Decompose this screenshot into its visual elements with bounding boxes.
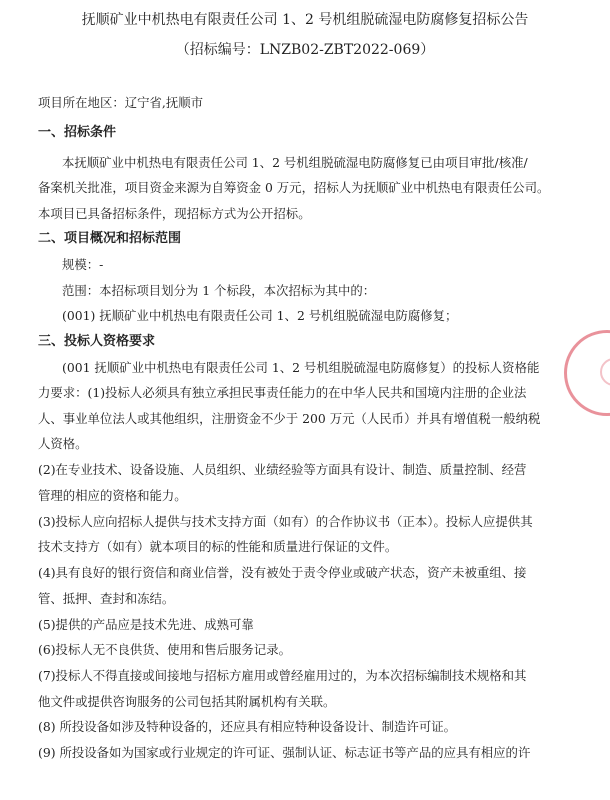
qualification-line: (001 抚顺矿业中机热电有限责任公司 1、2 号机组脱硫湿电防腐修复）的投标人资格能: [62, 360, 540, 375]
section-1-line: 备案机关批准，项目资金来源为自筹资金 0 万元，招标人为抚顺矿业中机热电有限责任公司。: [38, 180, 550, 195]
qualification-line: 技术支持方（如有）就本项目的标的性能和质量进行保证的文件。: [38, 539, 398, 554]
qualification-line: 管、抵押、查封和冻结。: [38, 591, 175, 606]
qualification-line: 人资格。: [38, 436, 88, 451]
qualification-line: (8) 所投设备如涉及特种设备的，还应具有相应特种设备设计、制造许可证。: [38, 719, 456, 734]
qualification-line: (6)投标人无不良供货、使用和售后服务记录。: [38, 642, 291, 657]
project-scope: 范围：本招标项目划分为 1 个标段，本次招标为其中的：: [62, 283, 376, 298]
qualification-line: (4)具有良好的银行资信和商业信誉，没有被处于责令停业或破产状态，资产未被重组、接: [38, 565, 527, 580]
qualification-line: (2)在专业技术、设备设施、人员组织、业绩经验等方面具有设计、制造、质量控制、经营: [38, 462, 527, 477]
qualification-line: (9) 所投设备如为国家或行业规定的许可证、强制认证、标志证书等产品的应具有相应的许: [38, 745, 531, 760]
tender-number: （招标编号：LNZB02-ZBT2022-069）: [175, 42, 435, 58]
section-1-heading: 一、招标条件: [38, 125, 117, 140]
document-title: 抚顺矿业中机热电有限责任公司 1、2 号机组脱硫湿电防腐修复招标公告: [81, 12, 529, 28]
qualification-line: 他文件或提供咨询服务的公司包括其附属机构有关联。: [38, 694, 336, 709]
qualification-line: (7)投标人不得直接或间接地与招标方雇用或曾经雇用过的，为本次招标编制技术规格和其: [38, 668, 527, 683]
project-scale: 规模：-: [62, 257, 104, 272]
section-3-heading: 三、投标人资格要求: [38, 334, 156, 349]
qualification-line: 管理的相应的资格和能力。: [38, 488, 187, 503]
qualification-line: (5)提供的产品应是技术先进、成熟可靠: [38, 617, 254, 632]
project-location: 项目所在地区：辽宁省,抚顺市: [38, 95, 204, 110]
qualification-line: 力要求：(1)投标人必须具有独立承担民事责任能力的在中华人民共和国境内注册的企业法: [38, 385, 527, 400]
lot-description: (001) 抚顺矿业中机热电有限责任公司 1、2 号机组脱硫湿电防腐修复；: [62, 308, 458, 323]
qualification-line: (3)投标人应向招标人提供与技术支持方面（如有）的合作协议书（正本）。投标人应提供其: [38, 514, 533, 529]
qualification-line: 人、事业单位法人或其他组织，注册资金不少于 200 万元（人民币）并具有增值税一般纳税: [38, 411, 541, 426]
section-1-line: 本抚顺矿业中机热电有限责任公司 1、2 号机组脱硫湿电防腐修复已由项目审批/核准/: [62, 155, 528, 170]
section-2-heading: 二、项目概况和招标范围: [38, 231, 182, 246]
section-1-line: 本项目已具备招标条件，现招标方式为公开招标。: [38, 206, 311, 221]
